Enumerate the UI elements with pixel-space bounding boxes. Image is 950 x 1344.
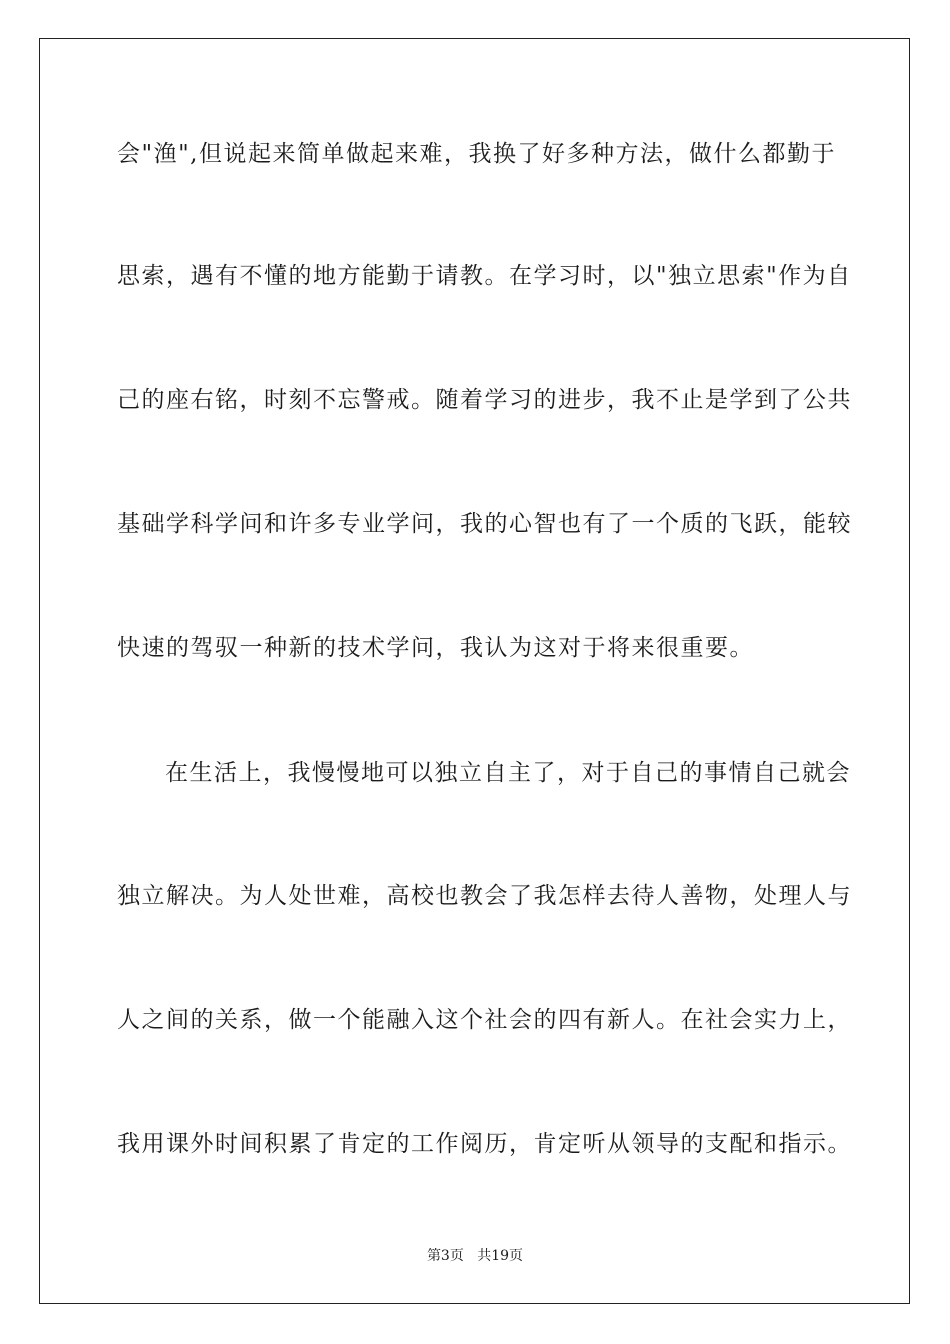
page-footer xyxy=(0,1246,950,1266)
paragraph-line: 会"渔",但说起来简单做起来难，我换了好多种方法，做什么都勤于 xyxy=(117,141,836,167)
paragraph-line: 快速的驾驭一种新的技术学问，我认为这对于将来很重要。 xyxy=(117,635,754,661)
paragraph-line: 我用课外时间积累了肯定的工作阅历，肯定听从领导的支配和指示。 xyxy=(117,1131,852,1157)
page-total: 共19页 xyxy=(477,1248,524,1264)
page-border xyxy=(39,38,910,1304)
paragraph-line: 思索，遇有不懂的地方能勤于请教。在学习时，以"独立思索"作为自 xyxy=(117,263,852,289)
paragraph-line: 基础学科学问和许多专业学问，我的心智也有了一个质的飞跃，能较 xyxy=(117,511,852,537)
paragraph-line: 人之间的关系，做一个能融入这个社会的四有新人。在社会实力上， xyxy=(117,1007,852,1033)
paragraph-line: 独立解决。为人处世难，高校也教会了我怎样去待人善物，处理人与 xyxy=(117,883,852,909)
page-number: 第3页 xyxy=(426,1248,464,1264)
paragraph-line: 在生活上，我慢慢地可以独立自主了，对于自己的事情自己就会 xyxy=(165,760,851,786)
paragraph-line: 己的座右铭，时刻不忘警戒。随着学习的进步，我不止是学到了公共 xyxy=(117,387,852,413)
